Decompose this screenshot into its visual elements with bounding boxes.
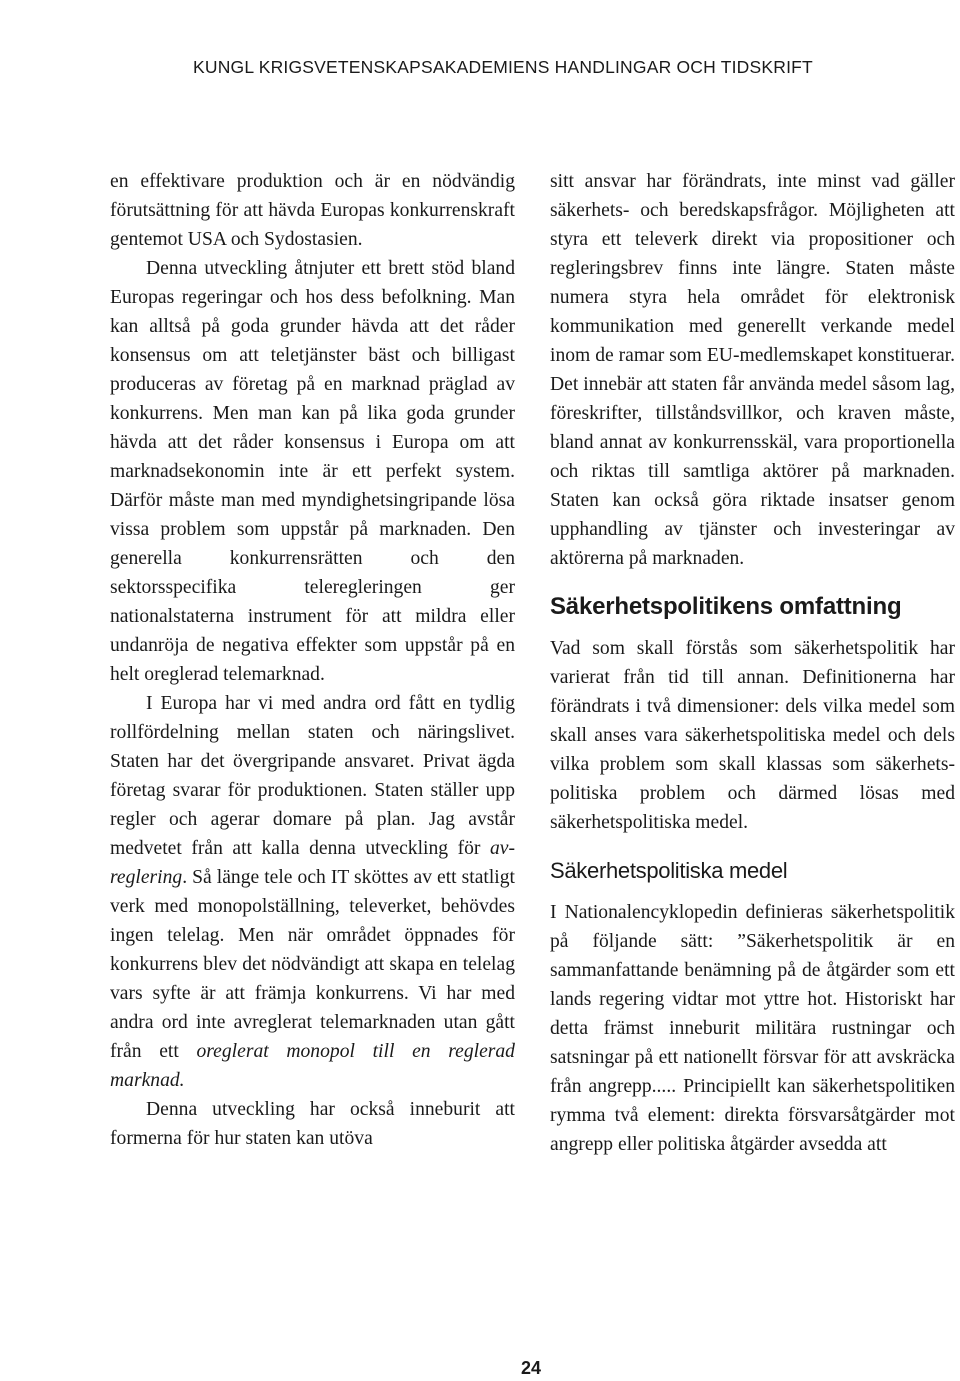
left-column xyxy=(110,167,515,1153)
left-paragraph-4: Denna utveckling har också inneburit att formerna för hur staten kan utöva xyxy=(110,1099,515,1149)
left-paragraph-1: en effektivare produktion och är en nödvändig förutsättning för att hävda Europas konkurrenskraft gentemot USA och Sydostasien. xyxy=(110,171,515,250)
right-paragraph-3: I Nationalencyklopedin definieras säkerhetspolitik på följande sätt: ”Säkerhetspolitik är en sammanfattande benämning på de åtgärder som ett lands regering vidtar mot yttre hot. Historiskt har detta främst inneburit militära rustningar och satsningar på ett nationellt försvar för att avskräcka från angrepp..... Principiellt kan säkerhetspolitiken rymma två element: direkta försvarsåtgärder mot angrepp eller politiska åtgärder avsedda att xyxy=(550,902,955,1155)
left-paragraph-3-italic-a: avreglering xyxy=(110,838,515,888)
right-paragraph-2: Vad som skall förstås som säkerhetspolitik har varierat från tid till annan. Definitionerna har förändrats i två dimensioner: dels vilka medel som skall anses vara säkerhetspolitiska medel och dels vilka problem som skall klassas som säkerhetspolitiska problem och därmed lösas med säkerhetspolitiska medel. xyxy=(550,638,955,833)
left-paragraph-3-text-a: I Europa har vi med andra ord fått en tydlig rollfördelning mellan staten och näringslivet. Staten har det övergripande ansvaret. Privat ägda företag svarar för produktionen. Staten ställer upp regler och agerar domare på plan. Jag avstår medvetet från att kalla denna utveckling för xyxy=(110,693,515,859)
left-paragraph-3-italic-b: oreglerat monopol till en reglerad marknad. xyxy=(110,1041,515,1091)
right-column xyxy=(550,167,955,1159)
left-paragraph-2: Denna utveckling åtnjuter ett brett stöd bland Europas regeringar och hos dess befolkning. Man kan alltså på goda grunder hävda att det råder konsensus om att teletjänster bäst och billigast produceras av företag på en marknad präglad av konkurrens. Men man kan på lika goda grunder hävda att det råder konsensus i Europa om att marknadsekonomin inte är ett perfekt system. Därför måste man med myndighetsingripande lösa vissa problem som uppstår på marknaden. Den generella konkurrensrätten och den sektorsspecifika teleregleringen ger nationalstaterna instrument för att mildra eller undanröja de negativa effekter som uppstår på en helt oreglerad telemarknad. xyxy=(110,258,515,685)
page-number: 24 xyxy=(520,1358,542,1378)
running-header: KUNGL KRIGSVETENSKAPSAKADEMIENS HANDLINGAR OCH TIDSKRIFT xyxy=(193,57,813,77)
right-paragraph-1: sitt ansvar har förändrats, inte minst vad gäller säkerhets- och beredskapsfrågor. Möjligheten att styra ett televerk direkt via propositioner och regleringsbrev finns inte längre. Staten måste numera styra hela området för elektronisk kommunikation med generellt verkande medel inom de ramar som EU-medlemskapet konstituerar. Det innebär att staten får använda medel såsom lag, föreskrifter, tillståndsvillkor, och kraven måste, bland annat av konkurrensskäl, vara proportionella och riktas till samtliga aktörer på marknaden. Staten kan också göra riktade insatser genom upphandling av tjänster och investeringar av aktörerna på marknaden. xyxy=(550,171,955,569)
subsection-heading: Säkerhetspolitiska medel xyxy=(550,858,788,883)
section-heading: Säkerhetspolitikens omfattning xyxy=(550,593,902,620)
left-paragraph-3-text-b: . Så länge tele och IT sköttes av ett statligt verk med monopolställning, televerket, behövdes ingen telelag. Men när området öppnades för konkurrens blev det nödvändigt att skapa en telelag vars syfte är att främja konkurrens. Vi har med andra ord inte avreglerat telemarknaden utan gått från ett xyxy=(110,867,515,1062)
left-paragraph-3 xyxy=(110,689,515,1095)
